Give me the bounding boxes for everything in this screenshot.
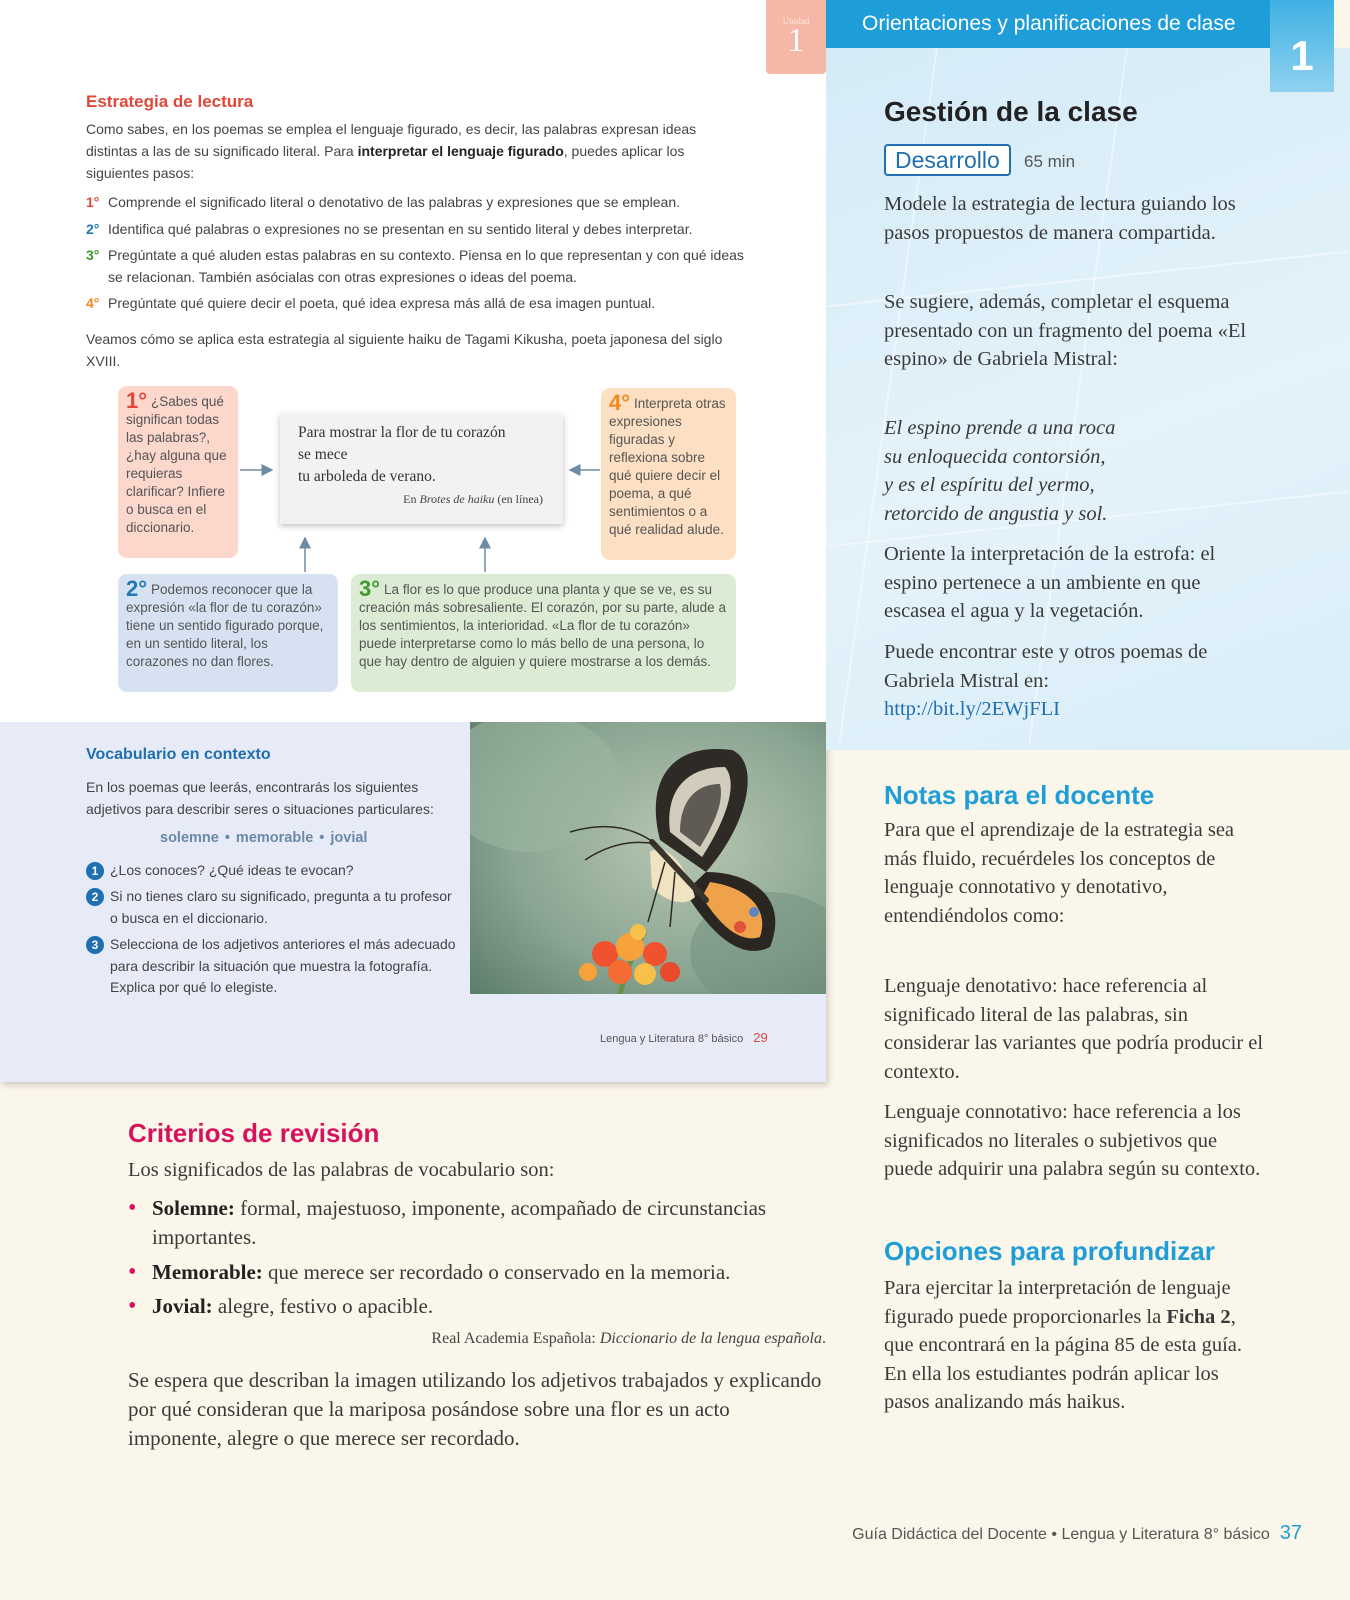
- step-item: 4° Pregúntate qué quiere decir el poeta, qué idea expresa más allá de esa imagen puntual.: [86, 293, 746, 315]
- book-page-number: 29: [753, 1030, 768, 1045]
- diagram-step-4: 4° Interpreta otras expresiones figuradas y reflexiona sobre qué quiere decir el poema, a qué sentimientos o a qué realidad alude.: [601, 388, 736, 560]
- strategy-title: Estrategia de lectura: [86, 92, 254, 111]
- verse-line: retorcido de angustia y sol.: [884, 502, 1108, 525]
- number-badge-icon: 3: [86, 936, 104, 954]
- diagram-step-1: 1° ¿Sabes qué significan todas las palabras?, ¿hay alguna que requieras clarificar? Infiere o busca en el diccionario.: [118, 386, 238, 558]
- haiku-source: En Brotes de haiku (en línea): [403, 492, 543, 506]
- diagram-step-2: 2° Podemos reconocer que la expresión «la flor de tu corazón» tiene un sentido figurado porque, en un sentido literal, los corazones no dan flores.: [118, 574, 338, 692]
- haiku-line: tu arboleda de verano.: [298, 468, 436, 485]
- notes-paragraph: Lenguaje denotativo: hace referencia al significado literal de las palabras, sin considerar las variantes que podría producir el contexto.: [884, 975, 1264, 1083]
- vocab-question: 2 Si no tienes claro su significado, pregunta a tu profesor o busca en el diccionario.: [86, 886, 456, 929]
- class-management-title: Gestión de la clase: [884, 96, 1138, 127]
- deepen-options-title: Opciones para profundizar: [884, 1236, 1215, 1266]
- diagram-step-3: 3° La flor es lo que produce una planta y que se ve, es su creación más sobresaliente. El corazón, por su parte, alude a los sentimientos, la interioridad. «La flor de tu corazón» puede interpretarse como lo más bello de una persona, lo que hay dentro de alguien y quiere mostrarse a los demás.: [351, 574, 736, 692]
- number-badge-icon: 1: [86, 862, 104, 880]
- guide-paragraph: Oriente la interpretación de la estrofa: el espino pertenece a un ambiente en que escasea el agua y la vegetación.: [884, 543, 1216, 622]
- haiku-line: Para mostrar la flor de tu corazón: [298, 424, 506, 441]
- apply-text: Veamos cómo se aplica esta estrategia al siguiente haiku de Tagami Kikusha, poeta japonesa del siglo XVIII.: [86, 331, 723, 369]
- butterfly-photo: [470, 722, 826, 994]
- vocabulary-intro: En los poemas que leerás, encontrarás los siguientes adjetivos para describir seres o situaciones particulares:: [86, 779, 434, 817]
- phase-duration: 65 min: [1024, 152, 1076, 171]
- guide-paragraph: Puede encontrar este y otros poemas de Gabriela Mistral en: http://bit.ly/2EWjFLI: [884, 641, 1208, 720]
- criteria-item: • Jovial: alegre, festivo o apacible.: [128, 1292, 828, 1321]
- vocab-word: jovial: [330, 830, 368, 846]
- vocab-word: memorable: [235, 830, 314, 846]
- book-footer: Lengua y Literatura 8° básico 29: [600, 1030, 768, 1045]
- criteria-item: • Solemne: formal, majestuoso, imponente, acompañado de circunstancias importantes.: [128, 1194, 828, 1252]
- guide-paragraph: Se sugiere, además, completar el esquema presentado con un fragmento del poema «El espino» de Gabriela Mistral:: [884, 291, 1247, 370]
- step-number: 2°: [86, 220, 100, 237]
- diagram-arrows: [0, 0, 826, 722]
- guide-paragraph: Modele la estrategia de lectura guiando los pasos propuestos de manera compartida.: [884, 193, 1236, 244]
- step-item: 2° Identifica qué palabras o expresiones no se presentan en su sentido literal y debes interpretar.: [86, 219, 746, 241]
- criteria-intro: Los significados de las palabras de vocabulario son:: [128, 1159, 555, 1181]
- haiku-line: se mece: [298, 446, 348, 463]
- teacher-notes-title: Notas para el docente: [884, 780, 1155, 810]
- phase-badge: Desarrollo: [884, 144, 1011, 176]
- notes-paragraph: Para que el aprendizaje de la estrategia sea más fluido, recuérdeles los conceptos de lenguaje connotativo y denotativo, entendiéndolos como:: [884, 819, 1235, 927]
- step-number: 3°: [86, 247, 100, 263]
- criteria-closing: Se espera que describan la imagen utilizando los adjetivos trabajados y explicando por qué consideran que la mariposa posándose sobre una flor es un acto imponente, alegre o que merece ser recordado.: [128, 1368, 822, 1450]
- unit-label: Unidad: [782, 16, 810, 26]
- guide-header: Orientaciones y planificaciones de clase: [826, 0, 1270, 48]
- vocab-question: 3 Selecciona de los adjetivos anteriores el más adecuado para describir la situación que muestra la fotografía. Explica por qué lo elegiste.: [86, 934, 456, 999]
- student-book-page: [0, 0, 826, 1082]
- guide-page-number: 37: [1279, 1522, 1302, 1544]
- vocab-question: 1 ¿Los conoces? ¿Qué ideas te evocan?: [86, 860, 456, 882]
- poem-fragment: [884, 414, 1264, 528]
- verse-line: y es el espíritu del yermo,: [884, 474, 1095, 496]
- panel-notch: [84, 710, 104, 722]
- verse-line: su enloquecida contorsión,: [884, 445, 1106, 468]
- unit-number: 1: [787, 22, 805, 59]
- strategy-intro: Como sabes, en los poemas se emplea el lenguaje figurado, es decir, las palabras expresan ideas distintas a las de su significado literal. Para interpretar el lenguaje figurado, puedes aplicar los siguientes pasos:: [86, 121, 697, 181]
- criteria-item: • Memorable: que merece ser recordado o conservado en la memoria.: [128, 1258, 828, 1287]
- notes-paragraph: Lenguaje connotativo: hace referencia a los significados no literales o subjetivos que puede adquirir una palabra según su contexto.: [884, 1101, 1261, 1180]
- step-item: 1° Comprende el significado literal o denotativo de las palabras y expresiones que se emplean.: [86, 192, 746, 214]
- guide-footer: Guía Didáctica del Docente • Lengua y Literatura 8° básico 37: [852, 1522, 1302, 1544]
- criteria-title: Criterios de revisión: [128, 1118, 380, 1148]
- poems-link[interactable]: http://bit.ly/2EWjFLI: [884, 698, 1060, 720]
- vocabulary-words: solemne • memorable • jovial: [160, 830, 368, 846]
- vocab-word: solemne: [160, 830, 219, 846]
- options-paragraph: Para ejercitar la interpretación de lenguaje figurado puede proporcionarles la Ficha 2, que encontrará en la página 85 de esta guía. En ella los estudiantes podrán aplicar los pasos analizando más haikus.: [884, 1277, 1243, 1413]
- chapter-tab: 1: [1270, 0, 1334, 92]
- step-number: 4°: [86, 295, 100, 311]
- number-badge-icon: 2: [86, 888, 104, 906]
- step-item: 3° Pregúntate a qué aluden estas palabras en su contexto. Piensa en lo que representan y con qué ideas se relacionan. También asócialas con otras expresiones o ideas del poema.: [86, 247, 744, 285]
- vocabulary-title: Vocabulario en contexto: [86, 746, 271, 763]
- verse-line: El espino prende a una roca: [884, 417, 1116, 439]
- dictionary-reference: Real Academia Española: Diccionario de la lengua española.: [431, 1330, 826, 1347]
- step-number: 1°: [86, 194, 100, 210]
